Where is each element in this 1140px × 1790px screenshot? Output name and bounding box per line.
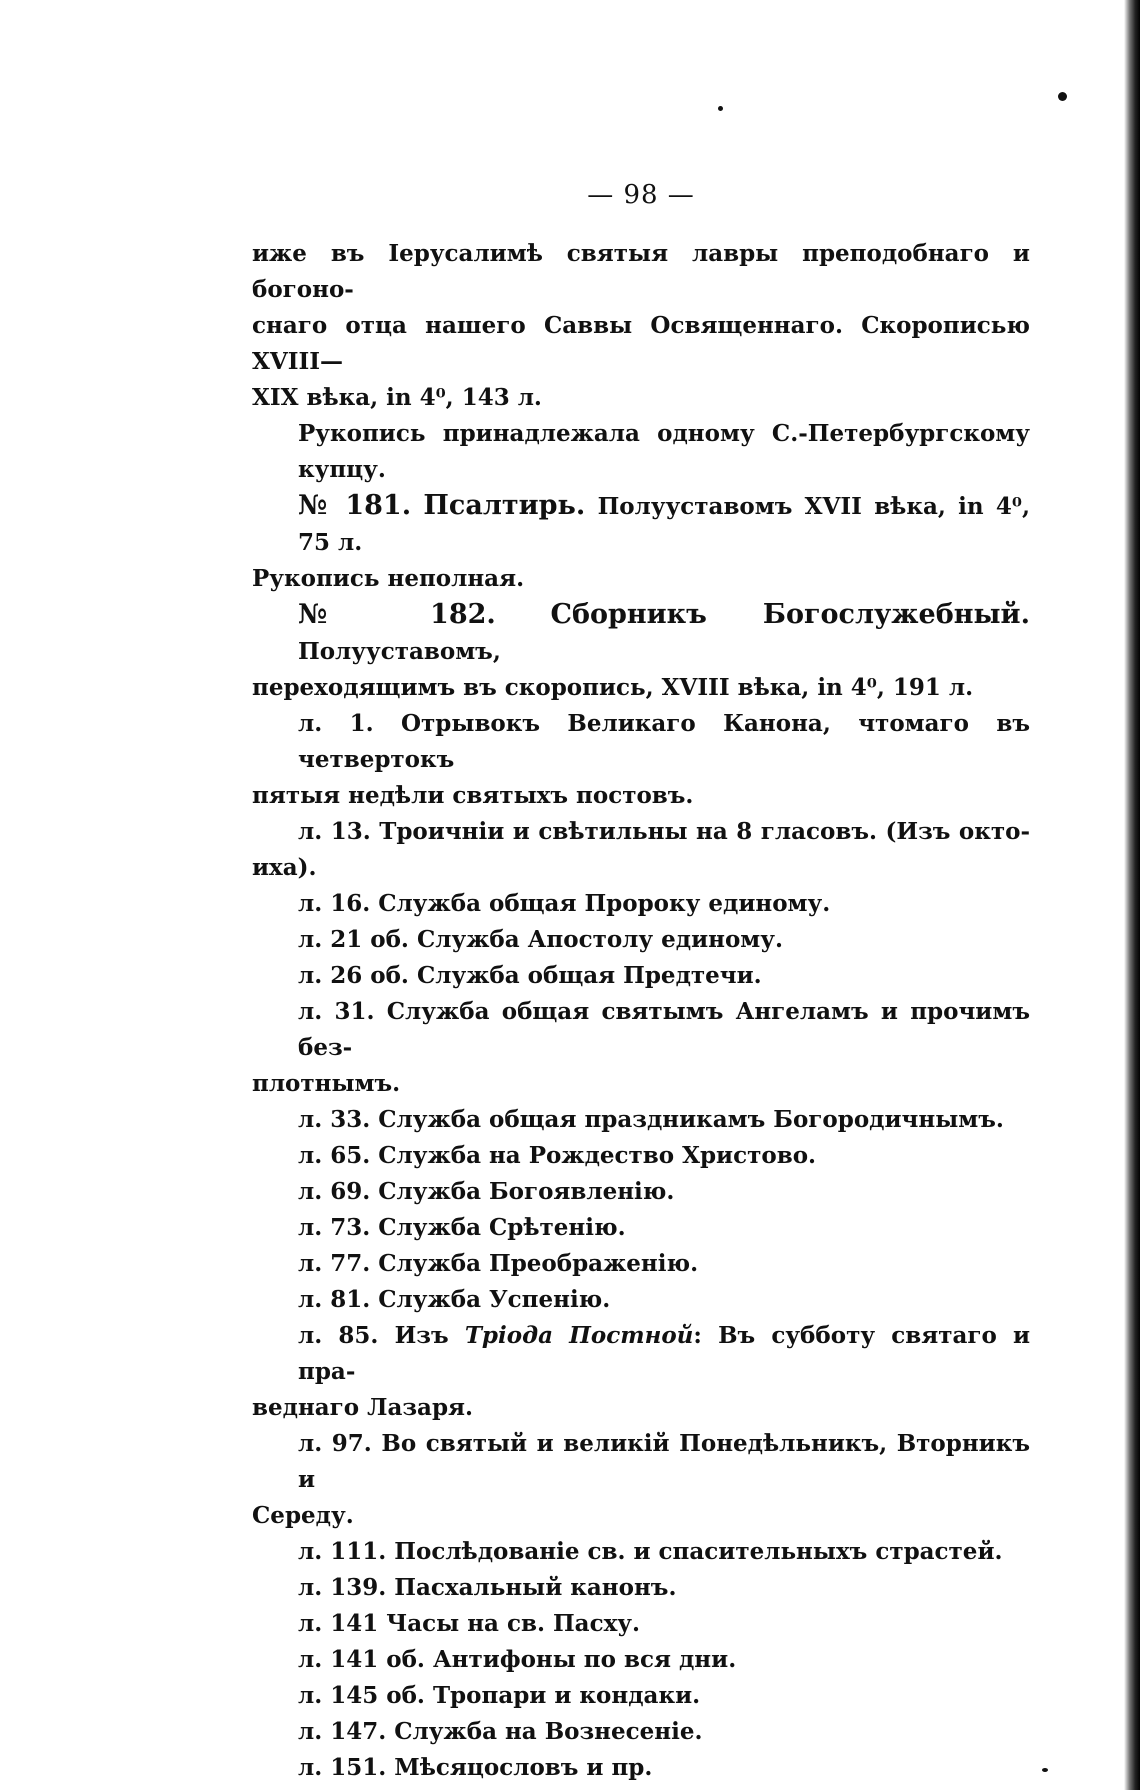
list-item	[252, 1174, 1030, 1210]
paragraph-note	[252, 561, 1030, 597]
text-line: л. 21 об. Служба Апостолу единому.	[298, 926, 784, 953]
list-item	[252, 1534, 1030, 1570]
list-item	[252, 1714, 1030, 1750]
text-line: л. 81. Служба Успенію.	[298, 1286, 611, 1313]
list-item	[252, 922, 1030, 958]
text-line: снаго отца нашего Саввы Освященнаго. Скорописью XVIII—	[252, 312, 1030, 375]
text-line: л. 69. Служба Богоявленію.	[298, 1178, 675, 1205]
list-item	[252, 706, 1030, 814]
list-item	[252, 1210, 1030, 1246]
page-number: — 98 —	[587, 180, 695, 210]
text-line: л. 33. Служба общая праздникамъ Богородичнымъ.	[298, 1106, 1004, 1133]
text-line: л. 13. Троичніи и свѣтильны на 8 гласовъ. (Изъ окто-	[298, 818, 1030, 845]
text-line: л. 26 об. Служба общая Предтечи.	[298, 962, 762, 989]
list-item	[252, 1606, 1030, 1642]
text-line	[252, 1318, 1030, 1390]
text-line	[252, 597, 1030, 670]
contents-list	[252, 706, 1030, 1786]
text-line: л. 97. Во святый и великій Понедѣльникъ, Вторникъ и	[298, 1430, 1030, 1493]
entry-title: Псалтирь.	[423, 490, 586, 521]
ink-speck	[1058, 92, 1067, 101]
scanned-page-edge	[1124, 0, 1140, 1790]
text-line: л. 147. Служба на Вознесеніе.	[298, 1718, 703, 1745]
list-item	[252, 1570, 1030, 1606]
text-line: л. 139. Пасхальный канонъ.	[298, 1574, 677, 1601]
list-item	[252, 1318, 1030, 1426]
entry-182	[252, 597, 1030, 706]
entry-181	[252, 488, 1030, 561]
text-line: плотнымъ.	[252, 1070, 401, 1097]
text-fragment: : Въ субботу святаго и пра-	[298, 1322, 1031, 1385]
text-line: иже въ Іерусалимѣ святыя лавры преподобнаго и богоно-	[252, 240, 1030, 303]
list-item	[252, 1138, 1030, 1174]
entry-number: № 182.	[298, 599, 496, 630]
text-line: л. 141 об. Антифоны по вся дни.	[298, 1646, 737, 1673]
text-line: л. 141 Часы на св. Пасху.	[298, 1610, 641, 1637]
ink-speck	[718, 106, 723, 111]
text-line: л. 31. Служба общая святымъ Ангеламъ и прочимъ без-	[298, 998, 1030, 1061]
text-line: переходящимъ въ скоропись, XVIII вѣка, in 4⁰, 191 л.	[252, 674, 974, 701]
list-item	[252, 1246, 1030, 1282]
list-item	[252, 1282, 1030, 1318]
list-item	[252, 994, 1030, 1102]
list-item	[252, 1102, 1030, 1138]
text-line: л. 73. Служба Срѣтенію.	[298, 1214, 626, 1241]
text-line: иха).	[252, 854, 317, 881]
entry-title: Сборникъ Богослужебный.	[550, 599, 1030, 630]
text-line: Рукопись принадлежала одному С.-Петербургскому купцу.	[298, 420, 1030, 483]
paragraph-provenance	[252, 416, 1030, 488]
list-item	[252, 1642, 1030, 1678]
italic-title: Тріода Постной	[464, 1322, 694, 1349]
text-line: л. 65. Служба на Рождество Христово.	[298, 1142, 817, 1169]
text-line: л. 151. Мѣсяцословъ и пр.	[298, 1754, 653, 1781]
entry-number: № 181.	[298, 490, 412, 521]
entry-description: Полууставомъ,	[298, 638, 501, 665]
list-item	[252, 814, 1030, 886]
text-line: Середу.	[252, 1502, 354, 1529]
text-line	[252, 488, 1030, 561]
text-line: л. 111. Послѣдованіе св. и спасительныхъ страстей.	[298, 1538, 1003, 1565]
text-line: л. 16. Служба общая Пророку единому.	[298, 890, 831, 917]
ink-speck	[1042, 1768, 1048, 1772]
list-item	[252, 886, 1030, 922]
text-fragment: л. 85. Изъ	[298, 1322, 465, 1349]
text-line: пятыя недѣли святыхъ постовъ.	[252, 782, 694, 809]
text-line: л. 77. Служба Преображенію.	[298, 1250, 699, 1277]
list-item	[252, 1750, 1030, 1786]
body-text	[252, 236, 1030, 1786]
list-item	[252, 1426, 1030, 1534]
list-item	[252, 1678, 1030, 1714]
text-line: л. 1. Отрывокъ Великаго Канона, чтомаго въ четвертокъ	[298, 710, 1030, 773]
text-line: веднаго Лазаря.	[252, 1394, 474, 1421]
text-line: Рукопись неполная.	[252, 565, 525, 592]
paragraph-continuation	[252, 236, 1030, 416]
list-item	[252, 958, 1030, 994]
text-line: XIX вѣка, in 4⁰, 143 л.	[252, 384, 542, 411]
entry-description: Полууставомъ XVII вѣка, in 4⁰, 75 л.	[298, 493, 1031, 556]
text-line: л. 145 об. Тропари и кондаки.	[298, 1682, 701, 1709]
